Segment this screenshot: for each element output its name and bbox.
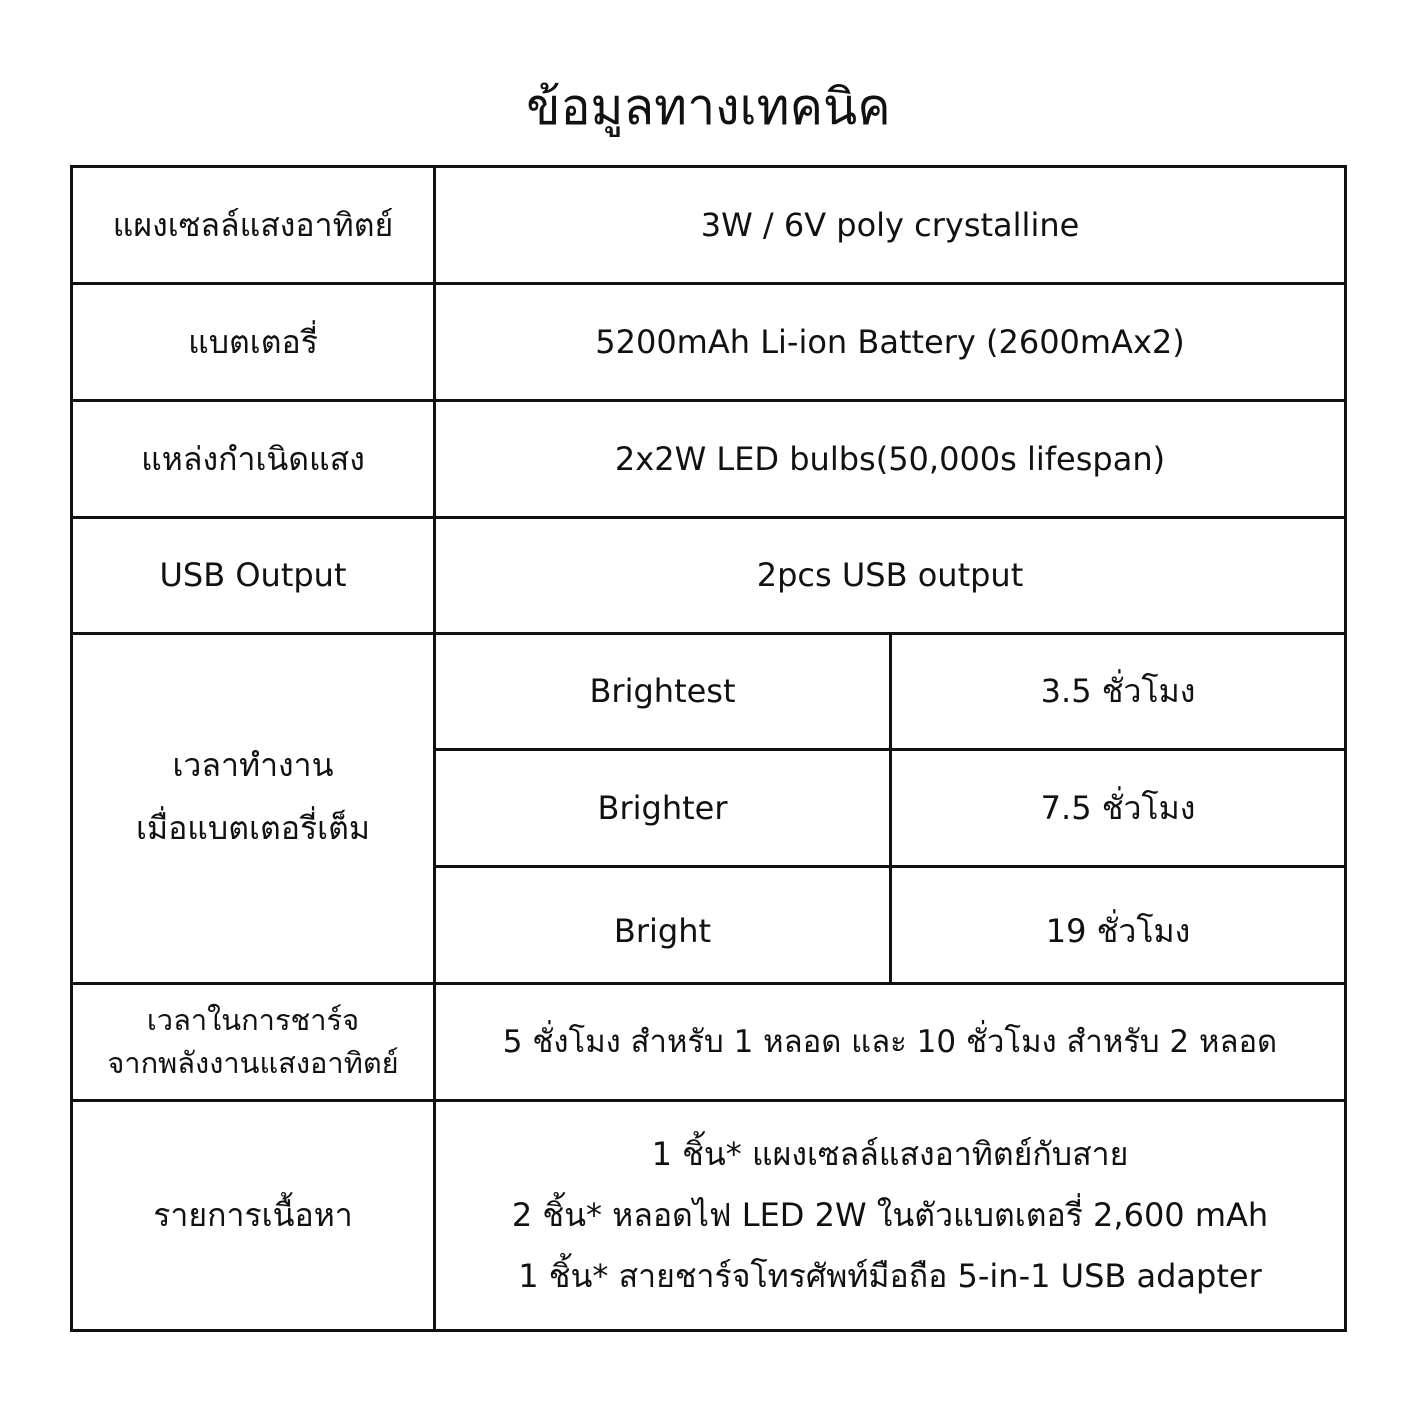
mode-brighter: Brighter — [597, 788, 728, 827]
duration-brightest: 3.5 ชั่วโมง — [1040, 672, 1196, 711]
label-usb-output: USB Output — [159, 556, 347, 595]
label-charging-time — [73, 985, 433, 1099]
contents-item: 1 ชิ้น* สายชาร์จโทรศัพท์มือถือ 5-in-1 USB adapter — [518, 1256, 1262, 1295]
label-charging-line1: เวลาในการชาร์จ — [146, 1002, 360, 1037]
spec-table — [70, 165, 1347, 1332]
duration-brighter: 7.5 ชั่วโมง — [1040, 788, 1196, 827]
value-light-source: 2x2W LED bulbs(50,000s lifespan) — [614, 439, 1166, 478]
label-runtime-line2: เมื่อแบตเตอรี่เต็ม — [136, 808, 370, 847]
contents-item: 1 ชิ้น* แผงเซลล์แสงอาทิตย์กับสาย — [651, 1135, 1129, 1174]
label-contents: รายการเนื้อหา — [153, 1196, 353, 1235]
value-contents — [436, 1102, 1344, 1329]
value-solar-panel: 3W / 6V poly crystalline — [700, 205, 1080, 244]
contents-item: 2 ชิ้น* หลอดไฟ LED 2W ในตัวแบตเตอรี่ 2,600 mAh — [511, 1196, 1269, 1235]
label-battery: แบตเตอรี่ — [188, 322, 318, 361]
duration-bright: 19 ชั่วโมง — [1045, 911, 1191, 950]
label-runtime-line1: เวลาทำงาน — [172, 746, 334, 785]
mode-brightest: Brightest — [589, 672, 736, 711]
label-charging-line2: จากพลังงานแสงอาทิตย์ — [107, 1046, 399, 1080]
label-runtime — [73, 635, 433, 982]
value-charging-time: 5 ชั่งโมง สำหรับ 1 หลอด และ 10 ชั่วโมง สำหรับ 2 หลอด — [502, 1023, 1278, 1060]
mode-bright: Bright — [613, 911, 712, 950]
value-battery: 5200mAh Li-ion Battery (2600mAx2) — [595, 322, 1185, 361]
label-light-source: แหล่งกำเนิดแสง — [141, 439, 365, 478]
value-usb-output: 2pcs USB output — [756, 556, 1024, 595]
page-title: ข้อมูลทางเทคนิค — [526, 78, 891, 136]
label-solar-panel: แผงเซลล์แสงอาทิตย์ — [112, 205, 394, 244]
